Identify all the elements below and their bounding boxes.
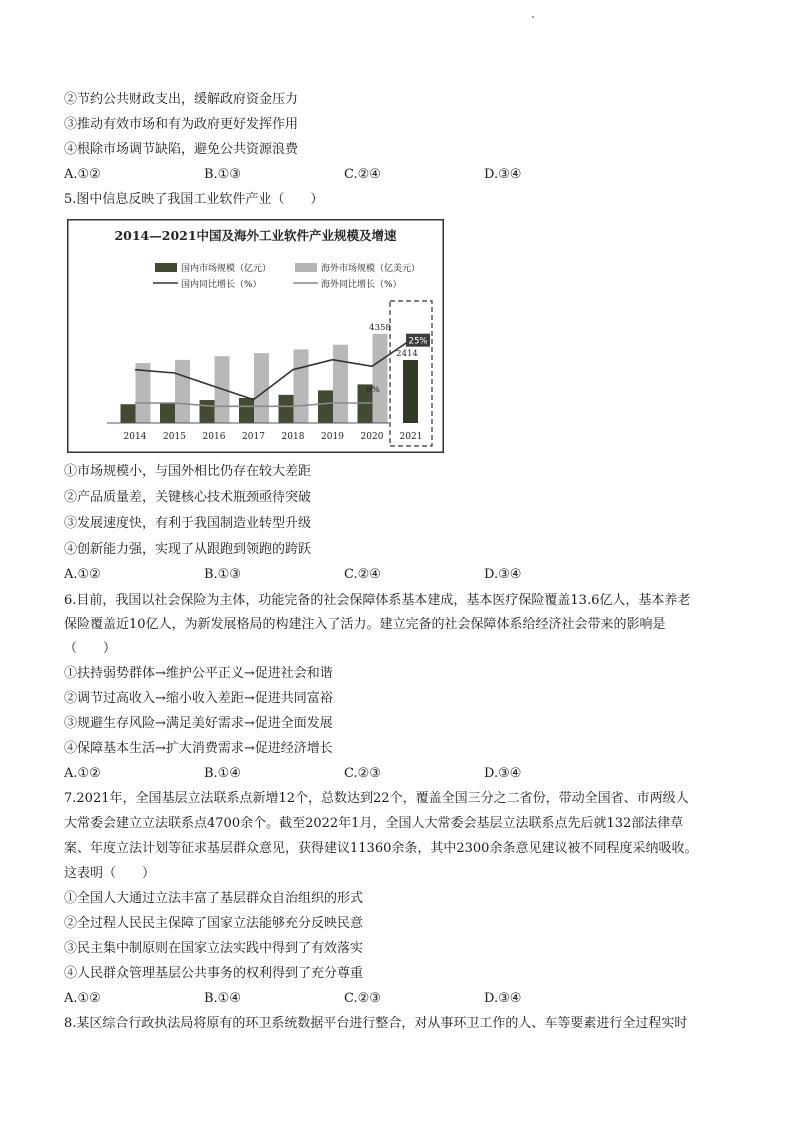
bar-domestic-2021 — [403, 360, 418, 423]
q4-choices — [64, 167, 704, 183]
q7-stem-line-2: 大常委会建立立法联系点4700余个。截至2022年1月，全国人大常委会基层立法联系点先后就132部法律草 — [64, 816, 684, 831]
q4-choice-d[interactable]: D.③④ — [484, 167, 522, 182]
x-tick-2017: 2017 — [242, 432, 265, 442]
legend-domestic-size: 国内市场规模（亿元） — [181, 264, 272, 274]
q7-statement-2: ②全过程人民民主保障了国家立法能够充分反映民意 — [64, 916, 364, 931]
q5-choices — [64, 567, 704, 583]
q7-choice-a[interactable]: A.①② — [64, 991, 101, 1006]
q6-choice-b[interactable]: B.①④ — [204, 766, 241, 781]
q6-statement-1: ①扶持弱势群体→维护公平正义→促进社会和谐 — [64, 666, 333, 681]
label-6pct: 6% — [366, 385, 380, 395]
label-4358: 4358 — [369, 322, 391, 333]
q7-stem-line-3: 案、年度立法计划等征求基层群众意见，获得建议11360余条，其中2300余条意见建议被不同程度采纳吸收。 — [64, 841, 698, 856]
q4-choice-b[interactable]: B.①③ — [204, 167, 241, 182]
chart-title: 2014—2021中国及海外工业软件产业规模及增速 — [114, 228, 397, 243]
q6-statement-3: ③规避生存风险→满足美好需求→促进全面发展 — [64, 716, 333, 731]
q6-choice-c[interactable]: C.②③ — [344, 766, 381, 781]
q6-choices — [64, 766, 704, 782]
q5-choice-c[interactable]: C.②④ — [344, 567, 381, 582]
q5-statement-3: ③发展速度快，有利于我国制造业转型升级 — [64, 516, 312, 531]
label-2414: 2414 — [396, 349, 418, 360]
q5-choice-d[interactable]: D.③④ — [484, 567, 522, 582]
q5-stem: 5.图中信息反映了我国工业软件产业（ ） — [64, 192, 324, 207]
q7-statement-3: ③民主集中制原则在国家立法实践中得到了有效落实 — [64, 941, 364, 956]
q6-stem-line-2: 保险覆盖近10亿人，为新发展格局的构建注入了活力。建立完备的社会保障体系给经济社会带来的影响是 — [64, 617, 666, 632]
q4-option-3: ③推动有效市场和有为政府更好发挥作用 — [64, 117, 299, 132]
q6-statement-2: ②调节过高收入→缩小收入差距→促进共同富裕 — [64, 691, 333, 706]
q8-stem-line-1: 8.某区综合行政执法局将原有的环卫系统数据平台进行整合，对从事环卫工作的人、车等要素进行全过程实时 — [64, 1016, 688, 1031]
bar-domestic-2019 — [318, 390, 333, 423]
q7-choice-d[interactable]: D.③④ — [484, 991, 522, 1006]
scan-speck — [532, 16, 534, 18]
bar-domestic-2017 — [239, 398, 254, 423]
q5-statement-1: ①市场规模小，与国外相比仍存在较大差距 — [64, 464, 312, 479]
bar-domestic-2016 — [200, 400, 215, 423]
q6-statement-4: ④保障基本生活→扩大消费需求→促进经济增长 — [64, 741, 333, 756]
bar-overseas-2015 — [175, 360, 190, 423]
q6-choice-d[interactable]: D.③④ — [484, 766, 522, 781]
label-25pct: 25% — [408, 336, 428, 347]
legend-domestic-growth: 国内同比增长（%） — [181, 280, 262, 290]
legend-swatch-overseas-size — [295, 263, 317, 272]
q6-stem-line-1: 6.目前，我国以社会保险为主体，功能完备的社会保障体系基本建成，基本医疗保险覆盖13.6亿人，基本养老 — [64, 593, 691, 608]
legend-swatch-domestic-size — [155, 263, 177, 272]
q7-stem-line-1: 7.2021年，全国基层立法联系点新增12个，总数达到22个，覆盖全国三分之二省份，带动全国省、市两级人 — [64, 791, 689, 806]
q5-statement-4: ④创新能力强，实现了从跟跑到领跑的跨跃 — [64, 542, 312, 557]
bar-overseas-2020 — [373, 334, 388, 423]
q7-statement-1: ①全国人大通过立法丰富了基层群众自治组织的形式 — [64, 891, 364, 906]
software-industry-chart — [67, 219, 444, 453]
q5-choice-b[interactable]: B.①③ — [204, 567, 241, 582]
q4-choice-c[interactable]: C.②④ — [344, 167, 381, 182]
x-tick-2021: 2021 — [399, 432, 423, 442]
q7-choice-b[interactable]: B.①④ — [204, 991, 241, 1006]
x-tick-2015: 2015 — [163, 432, 186, 442]
x-tick-2014: 2014 — [123, 432, 147, 442]
q7-choice-c[interactable]: C.②③ — [344, 991, 381, 1006]
q4-choice-a[interactable]: A.①② — [64, 167, 101, 182]
bar-overseas-2019 — [333, 345, 348, 423]
q6-choice-a[interactable]: A.①② — [64, 766, 101, 781]
q6-stem-line-3: （ ） — [64, 641, 117, 656]
x-tick-2016: 2016 — [202, 432, 226, 442]
q7-choices — [64, 991, 704, 1007]
q4-option-4: ④根除市场调节缺陷，避免公共资源浪费 — [64, 142, 299, 157]
q5-statement-2: ②产品质量差，关键核心技术瓶颈亟待突破 — [64, 490, 312, 505]
q7-statement-4: ④人民群众管理基层公共事务的权利得到了充分尊重 — [64, 966, 364, 981]
q4-option-2: ②节约公共财政支出，缓解政府资金压力 — [64, 92, 299, 107]
x-tick-2019: 2019 — [321, 432, 344, 442]
x-tick-2018: 2018 — [281, 432, 305, 442]
bar-domestic-2015 — [160, 403, 175, 423]
x-tick-2020: 2020 — [360, 432, 384, 442]
bar-overseas-2018 — [294, 349, 309, 423]
bar-domestic-2018 — [279, 395, 294, 423]
q7-stem-line-4: 这表明（ ） — [64, 866, 156, 881]
bar-domestic-2014 — [121, 404, 136, 423]
q5-choice-a[interactable]: A.①② — [64, 567, 101, 582]
legend-overseas-growth: 海外同比增长（%） — [321, 280, 402, 290]
bar-overseas-2017 — [254, 353, 269, 423]
legend-overseas-size: 海外市场规模（亿美元） — [321, 264, 421, 274]
bar-overseas-2014 — [136, 363, 151, 423]
